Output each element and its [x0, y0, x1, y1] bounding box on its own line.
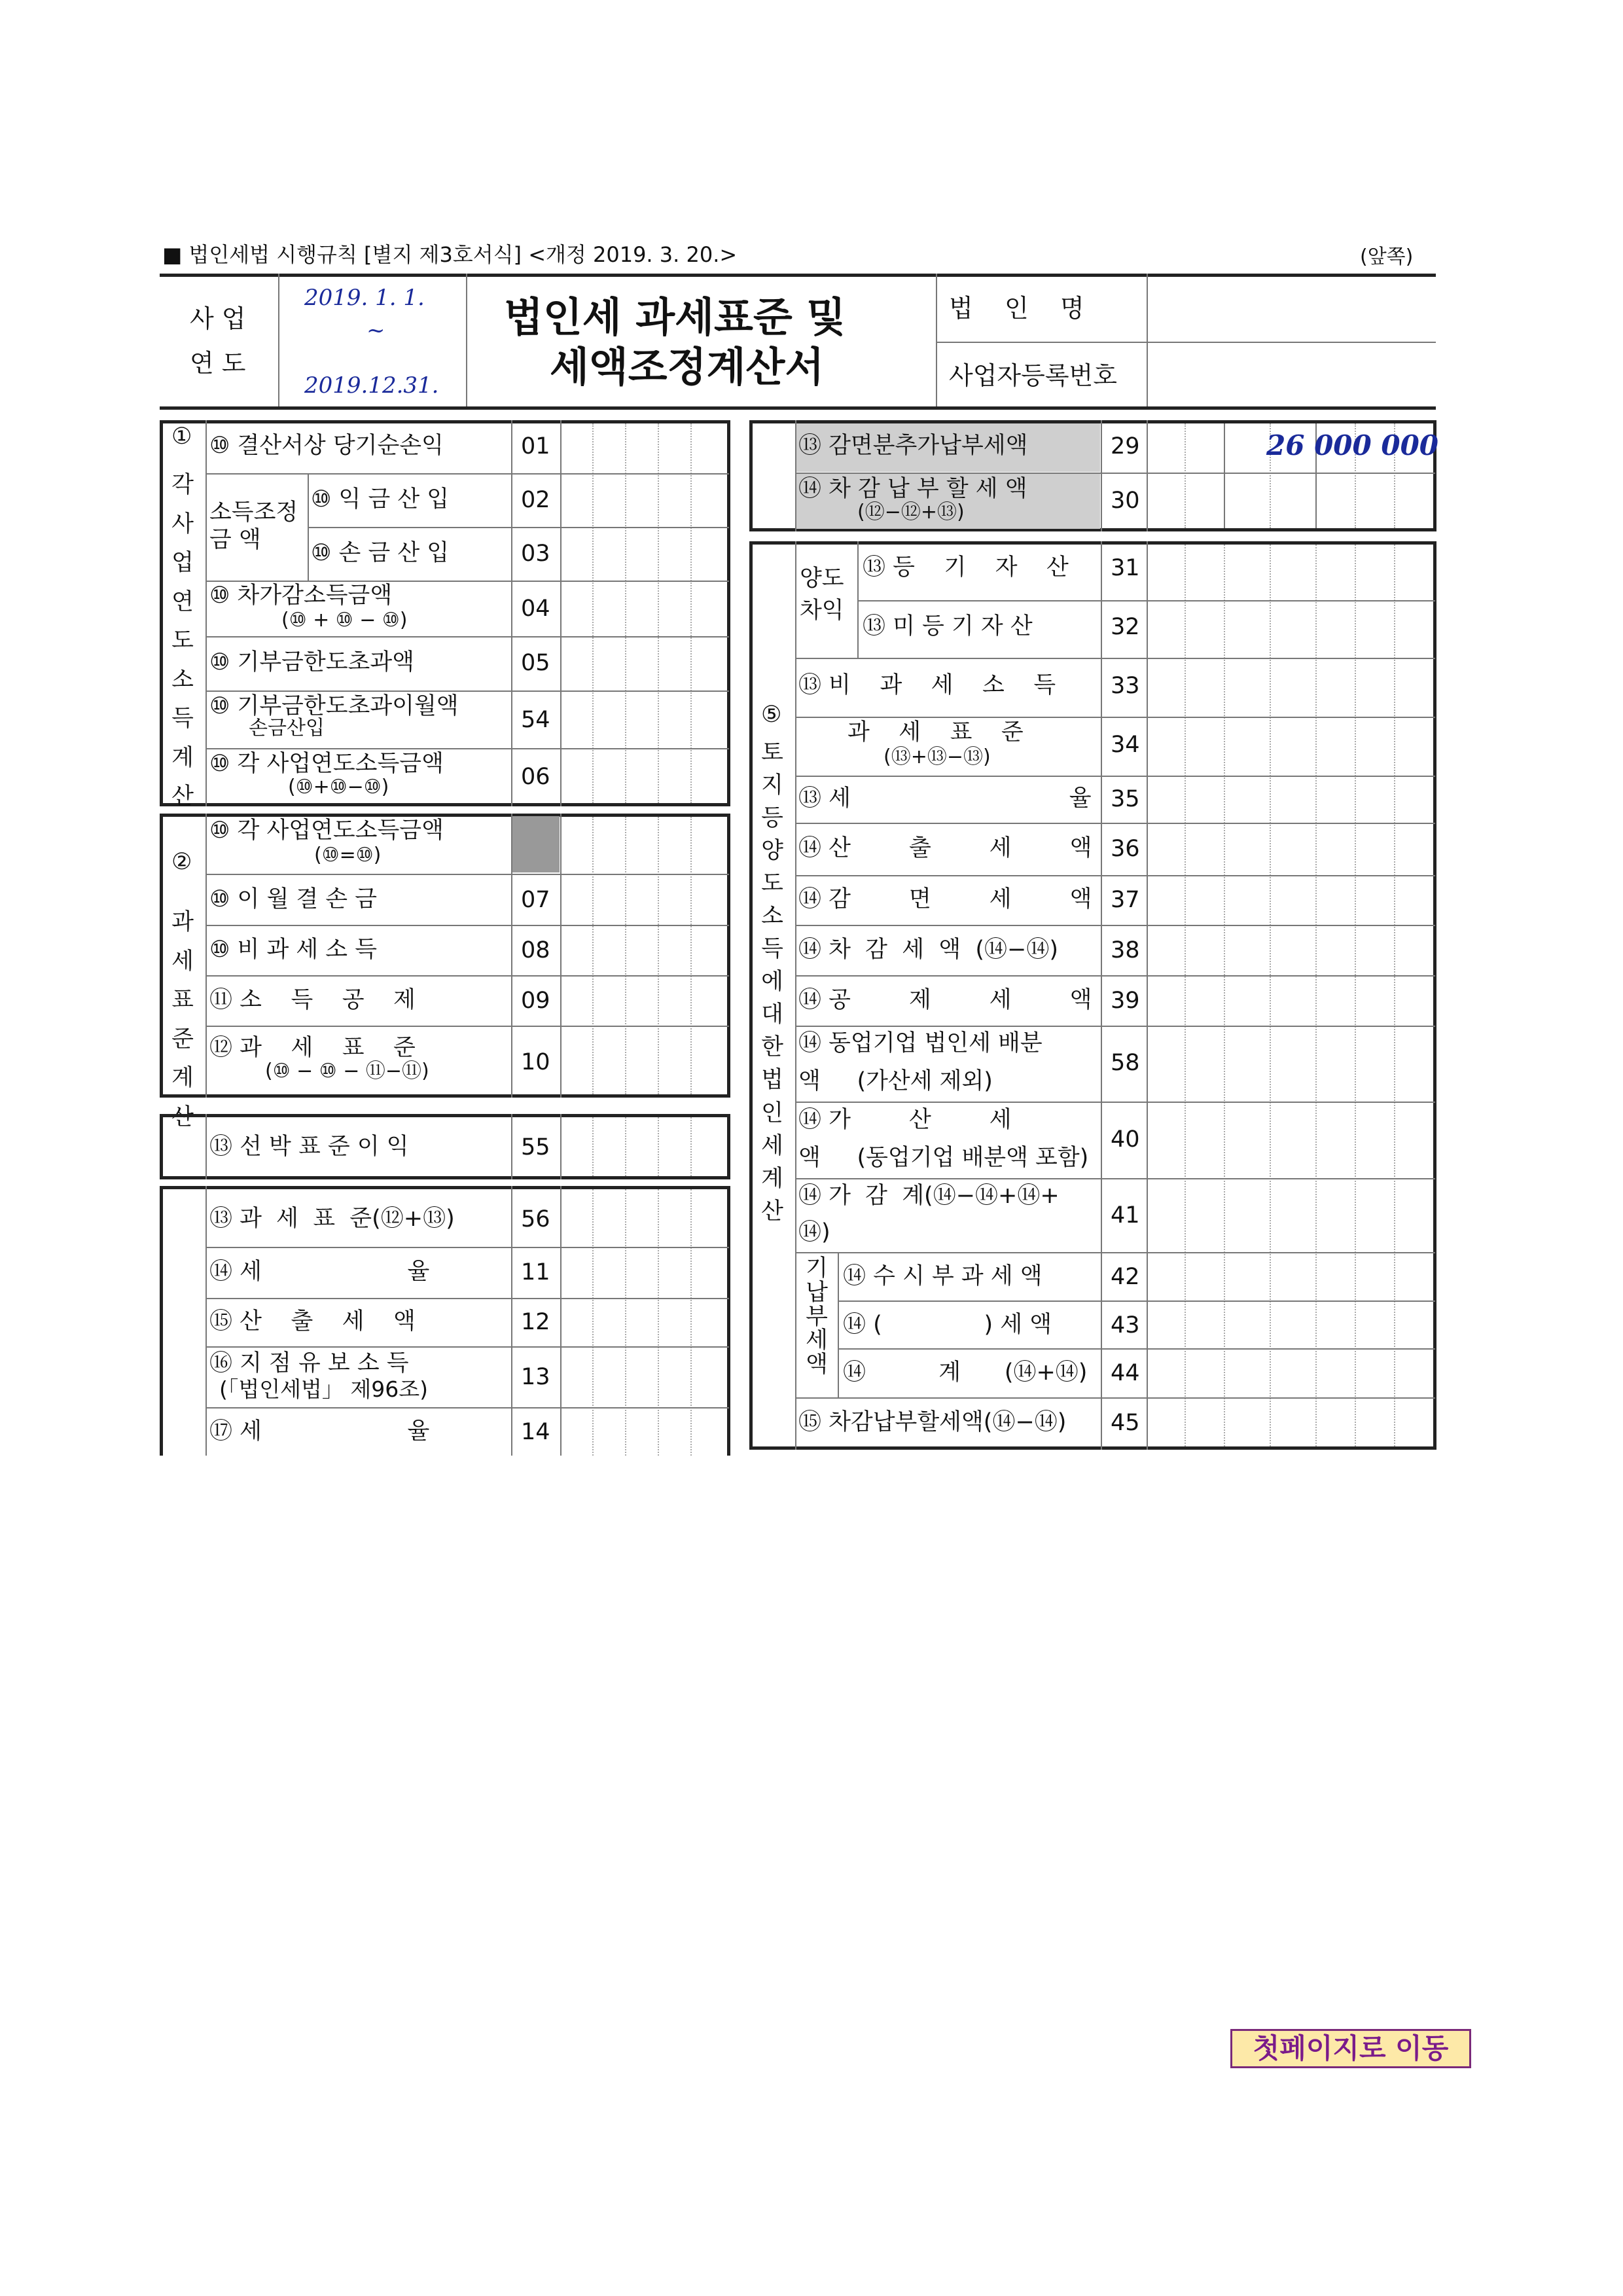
row-14-code: 14	[521, 1419, 550, 1445]
row-01-code: 01	[521, 433, 550, 459]
row-41-code: 41	[1111, 1202, 1140, 1229]
row-108-label: ⑩ 각 사업연도소득금액	[209, 817, 444, 844]
row-02-code: 02	[521, 487, 550, 513]
row-33-code: 33	[1111, 673, 1140, 699]
row-41-sublabel: ⑭)	[798, 1219, 830, 1246]
row-43-code: 43	[1111, 1312, 1140, 1338]
form-title-line2: 세액조정계산서	[550, 343, 825, 391]
page-side-label: (앞쪽)	[1360, 245, 1414, 268]
row-34-label: 과 세 표 준	[847, 719, 1024, 745]
row-29-label: ⑬ 감면분추가납부세액	[798, 433, 1028, 459]
row-09-code: 09	[521, 988, 550, 1014]
row-44-code: 44	[1111, 1360, 1140, 1386]
row-45-label: ⑮ 차감납부할세액(⑭−⑭)	[798, 1409, 1067, 1435]
section-2-number: ②	[171, 849, 192, 875]
row-05-code: 05	[521, 650, 550, 676]
row-10-code: 10	[521, 1049, 550, 1075]
row-03-label: ⑩ 손 금 산 입	[311, 540, 450, 566]
row-108-formula: (⑩=⑩)	[314, 844, 382, 867]
transfer-gain-label: 양도 차익	[800, 565, 844, 624]
section-5-side-label: 토지등양도소득에대한법인세계산	[761, 740, 783, 1225]
row-05-label: ⑩ 기부금한도초과액	[209, 649, 414, 675]
row-04-code: 04	[521, 596, 550, 622]
period-end-date: 2019.12.31.	[304, 372, 439, 399]
row-06-formula: (⑩+⑩−⑩)	[288, 776, 389, 798]
period-start-date: 2019. 1. 1.	[304, 285, 425, 311]
row-34-code: 34	[1111, 732, 1140, 758]
row-58-sublabel: 액 (가산세 제외)	[798, 1068, 993, 1094]
row-55-label: ⑬ 선 박 표 준 이 익	[209, 1134, 409, 1160]
row-11-code: 11	[521, 1259, 550, 1285]
section-1-side-label: 각사업연도소득계산	[171, 472, 194, 810]
row-33-label: ⑬ 비 과 세 소 득	[798, 672, 1056, 698]
row-42-code: 42	[1111, 1264, 1140, 1290]
row-29-amount: 26 000 000	[1266, 429, 1439, 461]
row-10-formula: (⑩ − ⑩ − ⑪−⑪)	[265, 1060, 429, 1083]
row-40-sublabel: 액 (동업기업 배분액 포함)	[798, 1145, 1089, 1171]
row-30-label: ⑭ 차 감 납 부 할 세 액	[798, 476, 1027, 502]
row-37-label: ⑭ 감 면 세 액	[798, 886, 1092, 912]
row-56-label: ⑬ 과 세 표 준(⑫+⑬)	[209, 1206, 455, 1232]
row-32-label: ⑬ 미 등 기 자 산	[863, 613, 1033, 639]
row-13-code: 13	[521, 1364, 550, 1390]
row-04-formula: (⑩ + ⑩ − ⑩)	[281, 609, 408, 632]
row-09-label: ⑪ 소 득 공 제	[209, 987, 416, 1013]
row-45-code: 45	[1111, 1410, 1140, 1436]
row-14-label: ⑰ 세 율	[209, 1418, 430, 1444]
row-40-label: ⑭ 가 산 세	[798, 1107, 1012, 1133]
row-38-code: 38	[1111, 937, 1140, 963]
row-55-code: 55	[521, 1134, 550, 1160]
section-5-number: ⑤	[761, 702, 782, 728]
period-label-2: 연 도	[190, 349, 246, 378]
row-54-code: 54	[521, 707, 550, 733]
row-08-label: ⑩ 비 과 세 소 득	[209, 937, 378, 963]
go-to-first-page-label: 첫페이지로 이동	[1253, 2032, 1449, 2064]
row-10-label: ⑫ 과 세 표 준	[209, 1035, 416, 1061]
row-56-code: 56	[521, 1206, 550, 1232]
row-06-code: 06	[521, 764, 550, 790]
row-31-label: ⑬ 등 기 자 산	[863, 554, 1069, 581]
prepaid-tax-label: 기납부세액	[806, 1255, 828, 1378]
go-to-first-page-button[interactable]	[1230, 2029, 1471, 2068]
row-30-code: 30	[1111, 488, 1140, 514]
row-12-label: ⑮ 산 출 세 액	[209, 1308, 416, 1335]
row-40-code: 40	[1111, 1126, 1140, 1153]
row-07-code: 07	[521, 887, 550, 913]
row-42-label: ⑭ 수 시 부 과 세 액	[843, 1263, 1043, 1289]
row-12-code: 12	[521, 1309, 550, 1335]
row-11-label: ⑭ 세 율	[209, 1259, 430, 1285]
row-54-sublabel: 손금산입	[249, 717, 325, 740]
row-34-formula: (⑬+⑬−⑬)	[883, 745, 991, 768]
section-2-side-label: 과세표준계산	[171, 909, 194, 1130]
row-35-label: ⑬ 세 율	[798, 785, 1092, 812]
row-30-formula: (⑫−⑫+⑬)	[857, 501, 965, 524]
row-13-sublabel: (「법인세법」 제96조)	[219, 1376, 428, 1402]
business-registration-label: 사업자등록번호	[949, 361, 1117, 390]
row-35-code: 35	[1111, 786, 1140, 812]
row-08-code: 08	[521, 937, 550, 963]
period-label-1: 사 업	[190, 304, 246, 333]
row-04-label: ⑩ 차가감소득금액	[209, 583, 393, 609]
section-1-number: ①	[171, 423, 192, 450]
row-39-label: ⑭ 공 제 세 액	[798, 987, 1092, 1013]
income-adjustment-label: 소득조정 금 액	[209, 499, 298, 553]
row-07-label: ⑩ 이 월 결 손 금	[209, 886, 378, 912]
row-58-label: ⑭ 동업기업 법인세 배분	[798, 1030, 1043, 1056]
period-tilde: ~	[366, 317, 385, 344]
row-44-label: ⑭ 계 (⑭+⑭)	[843, 1359, 1088, 1386]
row-39-code: 39	[1111, 988, 1140, 1014]
form-reference: ■ 법인세법 시행규칙 [별지 제3호서식] <개정 2019. 3. 20.>	[162, 242, 738, 267]
row-01-label: ⑩ 결산서상 당기순손익	[209, 433, 444, 459]
row-03-code: 03	[521, 541, 550, 567]
row-58-code: 58	[1111, 1050, 1140, 1076]
row-32-code: 32	[1111, 614, 1140, 640]
row-54-label: ⑩ 기부금한도초과이월액	[209, 693, 459, 719]
row-13-label: ⑯ 지 점 유 보 소 득	[209, 1350, 409, 1376]
corporation-name-label: 법 인 명	[949, 294, 1084, 323]
row-41-label: ⑭ 가 감 계(⑭−⑭+⑭+	[798, 1183, 1060, 1209]
row-36-label: ⑭ 산 출 세 액	[798, 835, 1092, 861]
row-38-label: ⑭ 차 감 세 액 (⑭−⑭)	[798, 937, 1059, 963]
row-37-code: 37	[1111, 887, 1140, 913]
row-43-label: ⑭ ( ) 세 액	[843, 1312, 1052, 1338]
row-02-label: ⑩ 익 금 산 입	[311, 486, 450, 512]
row-29-code: 29	[1111, 433, 1140, 459]
form-title-line1: 법인세 과세표준 및	[504, 293, 846, 341]
row-06-label: ⑩ 각 사업연도소득금액	[209, 751, 444, 777]
row-31-code: 31	[1111, 555, 1140, 581]
row-36-code: 36	[1111, 836, 1140, 862]
